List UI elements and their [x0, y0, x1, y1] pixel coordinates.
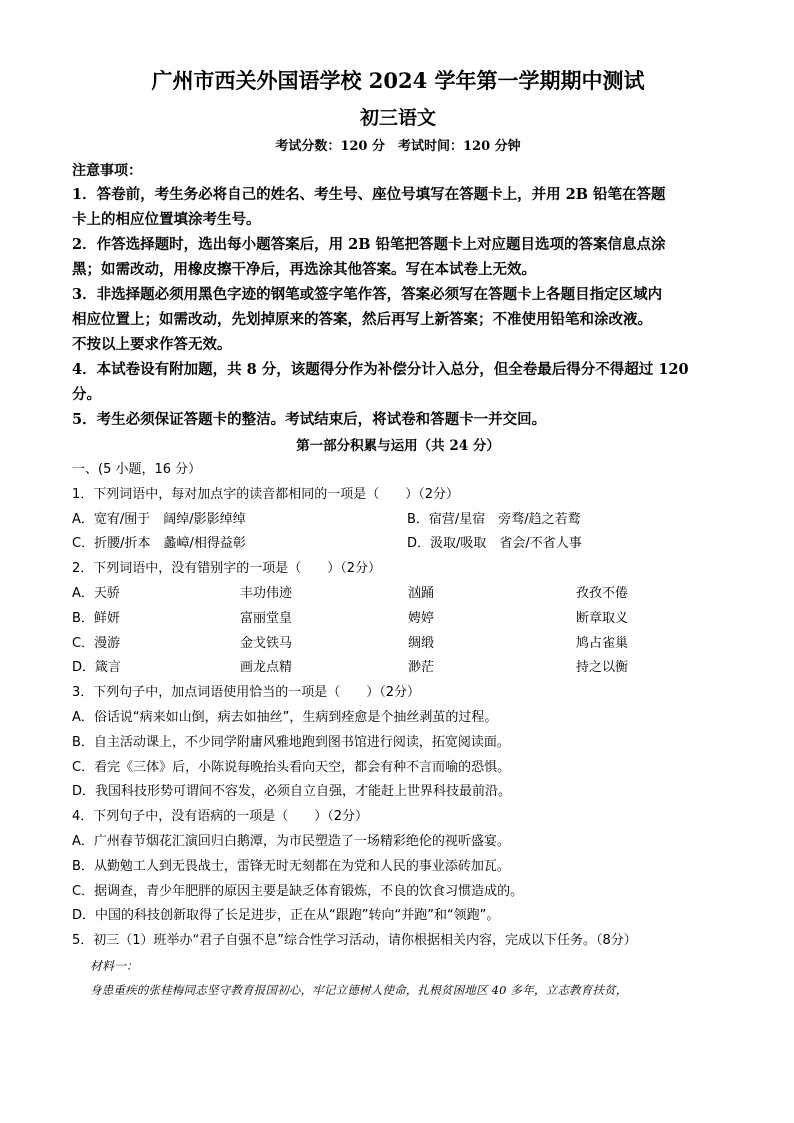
word-cell: 金戈铁马 — [240, 635, 293, 651]
notice-line: 2．作答选择题时，选出每小题答案后，用 2B 铅笔把答题卡上对应题目选项的答案信息点涂 — [72, 236, 666, 253]
notice-line: 相应位置上；如需改动，先划掉原来的答案，然后再写上新答案；不准使用铅笔和涂改液。 — [72, 311, 652, 328]
option-row — [72, 508, 724, 533]
word-cell: A．天骄 — [72, 585, 120, 601]
question-stem: 1．下列词语中，每对加点字的读音都相同的一项是（ ）（2分） — [72, 486, 460, 502]
option-row-c — [72, 632, 724, 657]
option-d: D．中国的科技创新取得了长足进步，正在从“跟跑”转向“并跑”和“领跑”。 — [72, 908, 500, 924]
notice-line: 分。 — [72, 386, 101, 403]
option-row — [72, 532, 724, 557]
option-row-d — [72, 656, 724, 681]
exam-meta: 考试分数：120 分 考试时间：120 分钟 — [275, 139, 521, 154]
option-a: A．广州春节烟花汇演回归白鹅潭，为市民塑造了一场精彩绝伦的视听盛宴。 — [72, 833, 510, 849]
option-a: A．俗话说“病来如山倒，病去如抽丝”，生病到痊愈是个抽丝剥茧的过程。 — [72, 709, 498, 725]
word-cell: 画龙点精 — [240, 660, 293, 676]
word-cell: 孜孜不倦 — [576, 585, 629, 601]
option-b: B．从勤勉工人到无畏战士，雷锋无时无刻都在为党和人民的事业添砖加瓦。 — [72, 858, 510, 874]
word-cell: 汹踊 — [408, 585, 435, 601]
notice-line: 卡上的相应位置填涂考生号。 — [72, 211, 261, 228]
notice-line: 5．考生必须保证答题卡的整洁。考试结束后，将试卷和答题卡一并交回。 — [72, 411, 547, 428]
material-label: 材料一： — [90, 958, 139, 973]
question-stem: 2．下列词语中，没有错别字的一项是（ ）（2分） — [72, 561, 382, 577]
section-heading: 一、(5 小题，16 分） — [72, 462, 202, 477]
notice-section — [72, 160, 724, 432]
word-cell: 持之以衡 — [576, 660, 629, 676]
notice-line: 1．答卷前，考生务必将自己的姓名、考生号、座位号填写在答题卡上，并用 2B 铅笔在答题 — [72, 186, 666, 203]
part-heading: 第一部分积累与运用（共 24 分） — [296, 438, 500, 454]
question-stem: 4．下列句子中，没有语病的一项是（ ）（2分） — [72, 809, 369, 825]
option-d: D．我国科技形势可谓间不容发，必须自立自强，才能赶上世界科技最前沿。 — [72, 784, 512, 800]
exam-subject: 初三语文 — [359, 107, 436, 129]
notice-line: 黑；如需改动，用橡皮擦干净后，再选涂其他答案。写在本试卷上无效。 — [72, 261, 536, 278]
word-cell: 富丽堂皇 — [240, 610, 293, 626]
option-c: C．折腰/折本 蠡嶂/相得益彰 — [72, 536, 246, 552]
word-cell: 娉婷 — [408, 610, 435, 626]
word-cell: 渺茫 — [408, 660, 435, 676]
question-3 — [72, 681, 724, 805]
option-c: C．据调查，青少年肥胖的原因主要是缺乏体育锻炼，不良的饮食习惯造成的。 — [72, 883, 524, 899]
word-cell: 丰功伟迹 — [240, 585, 293, 601]
material-text: 身患重疾的张桂梅同志坚守教育报国初心，牢记立德树人使命，扎根贫困地区 40 多年，立志教育扶贫， — [90, 982, 628, 997]
notice-line: 4．本试卷设有附加题，共 8 分，该题得分作为补偿分计入总分，但全卷最后得分不得超过 120 — [72, 361, 689, 378]
question-1 — [72, 483, 724, 557]
option-row-a — [72, 582, 724, 607]
option-b: B．自主活动课上，不少同学附庸风雅地跑到图书馆进行阅读，拓宽阅读面。 — [72, 734, 510, 750]
notice-line: 不按以上要求作答无效。 — [72, 336, 232, 353]
option-c: C．看完《三体》后，小陈说每晚抬头看向天空，都会有种不言而喻的恐惧。 — [72, 759, 511, 775]
notice-line: 3．非选择题必须用黑色字迹的钢笔或签字笔作答，答案必须写在答题卡上各题目指定区域内 — [72, 286, 663, 303]
option-row-b — [72, 607, 724, 632]
notice-heading: 注意事项： — [72, 163, 142, 179]
question-stem: 5．初三（1）班举办“君子自强不息”综合性学习活动，请你根据相关内容，完成以下任务。（8分） — [72, 933, 637, 949]
word-cell: D．箴言 — [72, 660, 122, 676]
word-cell: B．鲜妍 — [72, 610, 120, 626]
word-cell: 鸠占雀巢 — [576, 635, 629, 651]
word-cell: C．漫游 — [72, 635, 121, 651]
word-cell: 断章取义 — [576, 610, 629, 626]
exam-title: 广州市西关外国语学校 2024 学年第一学期期中测试 — [151, 68, 645, 93]
question-4 — [72, 805, 724, 929]
option-b: B．宿营/星宿 旁骛/趋之若鹜 — [407, 511, 581, 527]
option-d: D．汲取/吸取 省会/不省人事 — [407, 536, 582, 552]
option-a: A．宽宥/囿于 阔绰/影影绰绰 — [72, 511, 246, 527]
word-cell: 绸缎 — [408, 635, 435, 651]
question-2 — [72, 557, 724, 681]
question-stem: 3．下列句子中，加点词语使用恰当的一项是（ ）（2分） — [72, 685, 421, 701]
question-5 — [72, 929, 724, 1002]
